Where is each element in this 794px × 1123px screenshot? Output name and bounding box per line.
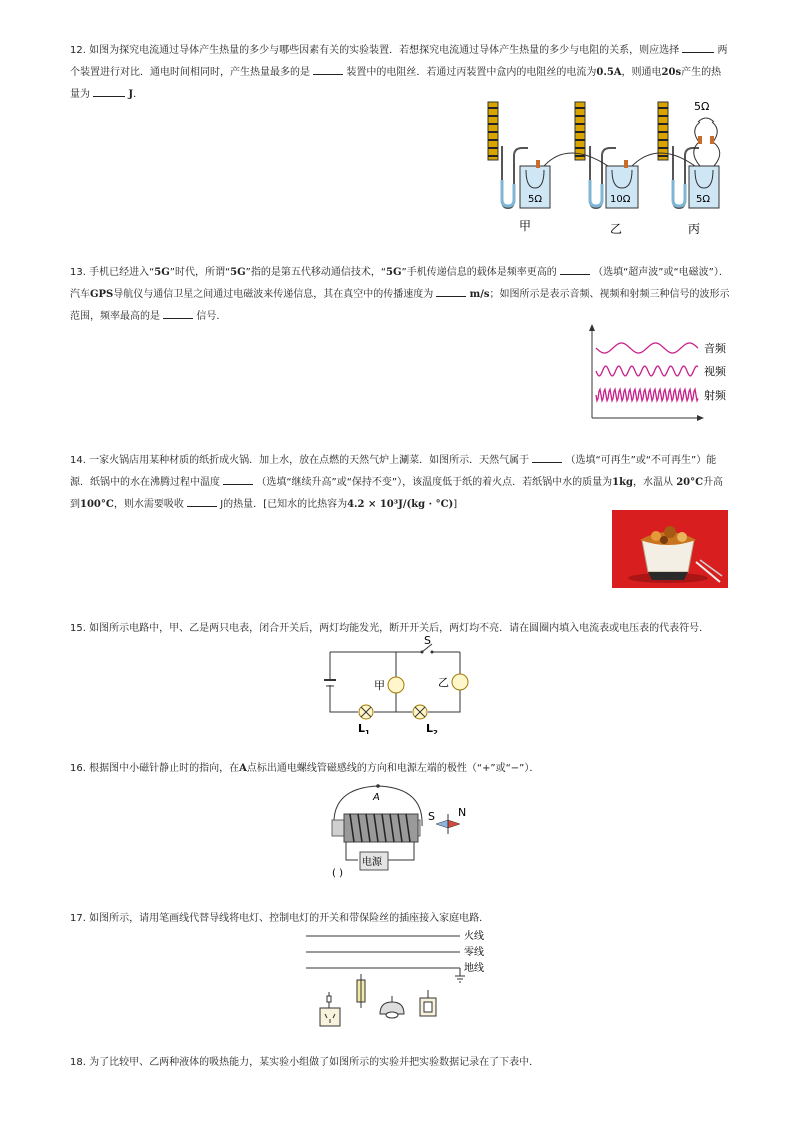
resistor-label: 10Ω xyxy=(610,194,631,205)
question-15: 15. 如图所示电路中，甲、乙是两只电表，闭合开关后，两灯均能发光，断开开关后，两灯均不亮．请在圆圈内填入电流表或电压表的代表符号． xyxy=(70,623,710,634)
live-wire-label: 火线 xyxy=(464,931,484,942)
question-14: 14. 一家火锅店用某种材质的纸折成火锅．加上水，放在点燃的天然气炉上涮菜．如图所示．天然气属于 （选填“可再生”或“不可再生”）能源．纸锅中的水在沸腾过程中温度 （选填“继续升高”或“保持不变”），该温度低于纸的着火点．若纸锅中水的质量为1kg，水温从 20°C升高到100°C，则水需要吸收 J的热量．[已知水的比热容为4.2 × 10³J/(kg · °C)] xyxy=(70,450,730,516)
fuse xyxy=(357,974,365,1008)
lamp-l2 xyxy=(413,705,427,719)
lamp-l2-label: $L_2$ xyxy=(426,722,438,734)
audio-wave xyxy=(596,343,698,353)
radio-label: 射频 xyxy=(704,389,726,402)
answer-blank[interactable] xyxy=(436,284,466,297)
meter-yi-circle[interactable] xyxy=(452,674,468,690)
light-switch[interactable] xyxy=(420,990,436,1016)
answer-blank[interactable] xyxy=(93,84,125,97)
question-18: 18. 为了比较甲、乙两种液体的吸热能力，某实验小组做了如图所示的实验并把实验数据记录在了下表中． xyxy=(70,1057,540,1068)
top-resistor-label: 5Ω xyxy=(694,100,710,113)
answer-blank[interactable] xyxy=(187,494,217,507)
meter-yi-label: 乙 xyxy=(438,676,449,689)
video-label: 视频 xyxy=(704,365,726,378)
answer-blank[interactable] xyxy=(532,450,562,463)
meter-jia-label: 甲 xyxy=(374,679,385,692)
ground-wire-label: 地线 xyxy=(464,963,484,974)
q13-waveform-figure xyxy=(584,324,734,424)
scale-strip xyxy=(488,102,498,160)
resistor-label: 5Ω xyxy=(528,194,543,205)
answer-blank[interactable] xyxy=(313,62,343,75)
question-16: 16. 根据图中小磁针静止时的指向，在A点标出通电螺线管磁感线的方向和电源左端的极性（“+”或“−”）． xyxy=(70,763,540,774)
point-a-label: A xyxy=(373,792,380,803)
radio-wave xyxy=(596,389,698,400)
north-pole-label: N xyxy=(458,806,467,819)
lamp-l1 xyxy=(359,705,373,719)
light-bulb[interactable] xyxy=(380,996,404,1018)
question-12: 12. 如图为探究电流通过导体产生热量的多少与哪些因素有关的实验装置．若想探究电流通过导体产生热量的多少与电阻的关系，则应选择 两个装置进行对比．通电时间相同时，产生热量最多的是 装置中的电阻丝．若通过丙装置中盒内的电阻丝的电流为0.5A，则通电20s产生的热量为 J． xyxy=(70,40,730,106)
resistor-label: 5Ω xyxy=(696,194,711,205)
answer-blank[interactable] xyxy=(560,262,590,275)
answer-blank[interactable] xyxy=(163,306,193,319)
compass-needle xyxy=(436,814,460,834)
question-17: 17. 如图所示，请用笔画线代替导线将电灯、控制电灯的开关和带保险丝的插座接入家庭电路． xyxy=(70,913,490,924)
question-13: 13. 手机已经进入“5G”时代，所谓“5G”指的是第五代移动通信技术，“5G”手机传递信息的载体是频率更高的 （选填“超声波”或“电磁波”）．汽车GPS导航仪与通信卫星之间通过电磁波来传递信息，其在真空中的传播速度为 m/s；如图所示是表示音频、视频和射频三种信号的波形示范围，频率最高的是 信号． xyxy=(70,262,730,328)
audio-label: 音频 xyxy=(704,342,726,355)
apparatus-label-yi: 乙 xyxy=(610,222,623,236)
scale-strip xyxy=(658,102,668,160)
q15-circuit-figure xyxy=(318,634,478,734)
answer-blank[interactable] xyxy=(223,472,253,485)
switch-label: S xyxy=(424,634,431,647)
q17-household-circuit xyxy=(300,926,500,1030)
answer-blank[interactable] xyxy=(682,40,714,53)
meter-jia-circle[interactable] xyxy=(388,677,404,693)
south-pole-label: S xyxy=(428,810,435,823)
polarity-bracket[interactable]: ( ) xyxy=(332,868,343,879)
apparatus-label-jia: 甲 xyxy=(519,219,532,233)
power-source-label: 电源 xyxy=(362,857,382,868)
q16-solenoid-figure xyxy=(324,780,474,884)
neutral-wire-label: 零线 xyxy=(464,947,484,958)
q14-paper-pot-photo xyxy=(612,510,728,588)
scale-strip xyxy=(575,102,585,160)
q12-figure xyxy=(478,96,738,246)
video-wave xyxy=(596,366,698,376)
lamp-l1-label: $L_1$ xyxy=(358,722,370,734)
apparatus-label-bing: 丙 xyxy=(688,222,701,236)
fused-socket[interactable] xyxy=(320,992,340,1026)
